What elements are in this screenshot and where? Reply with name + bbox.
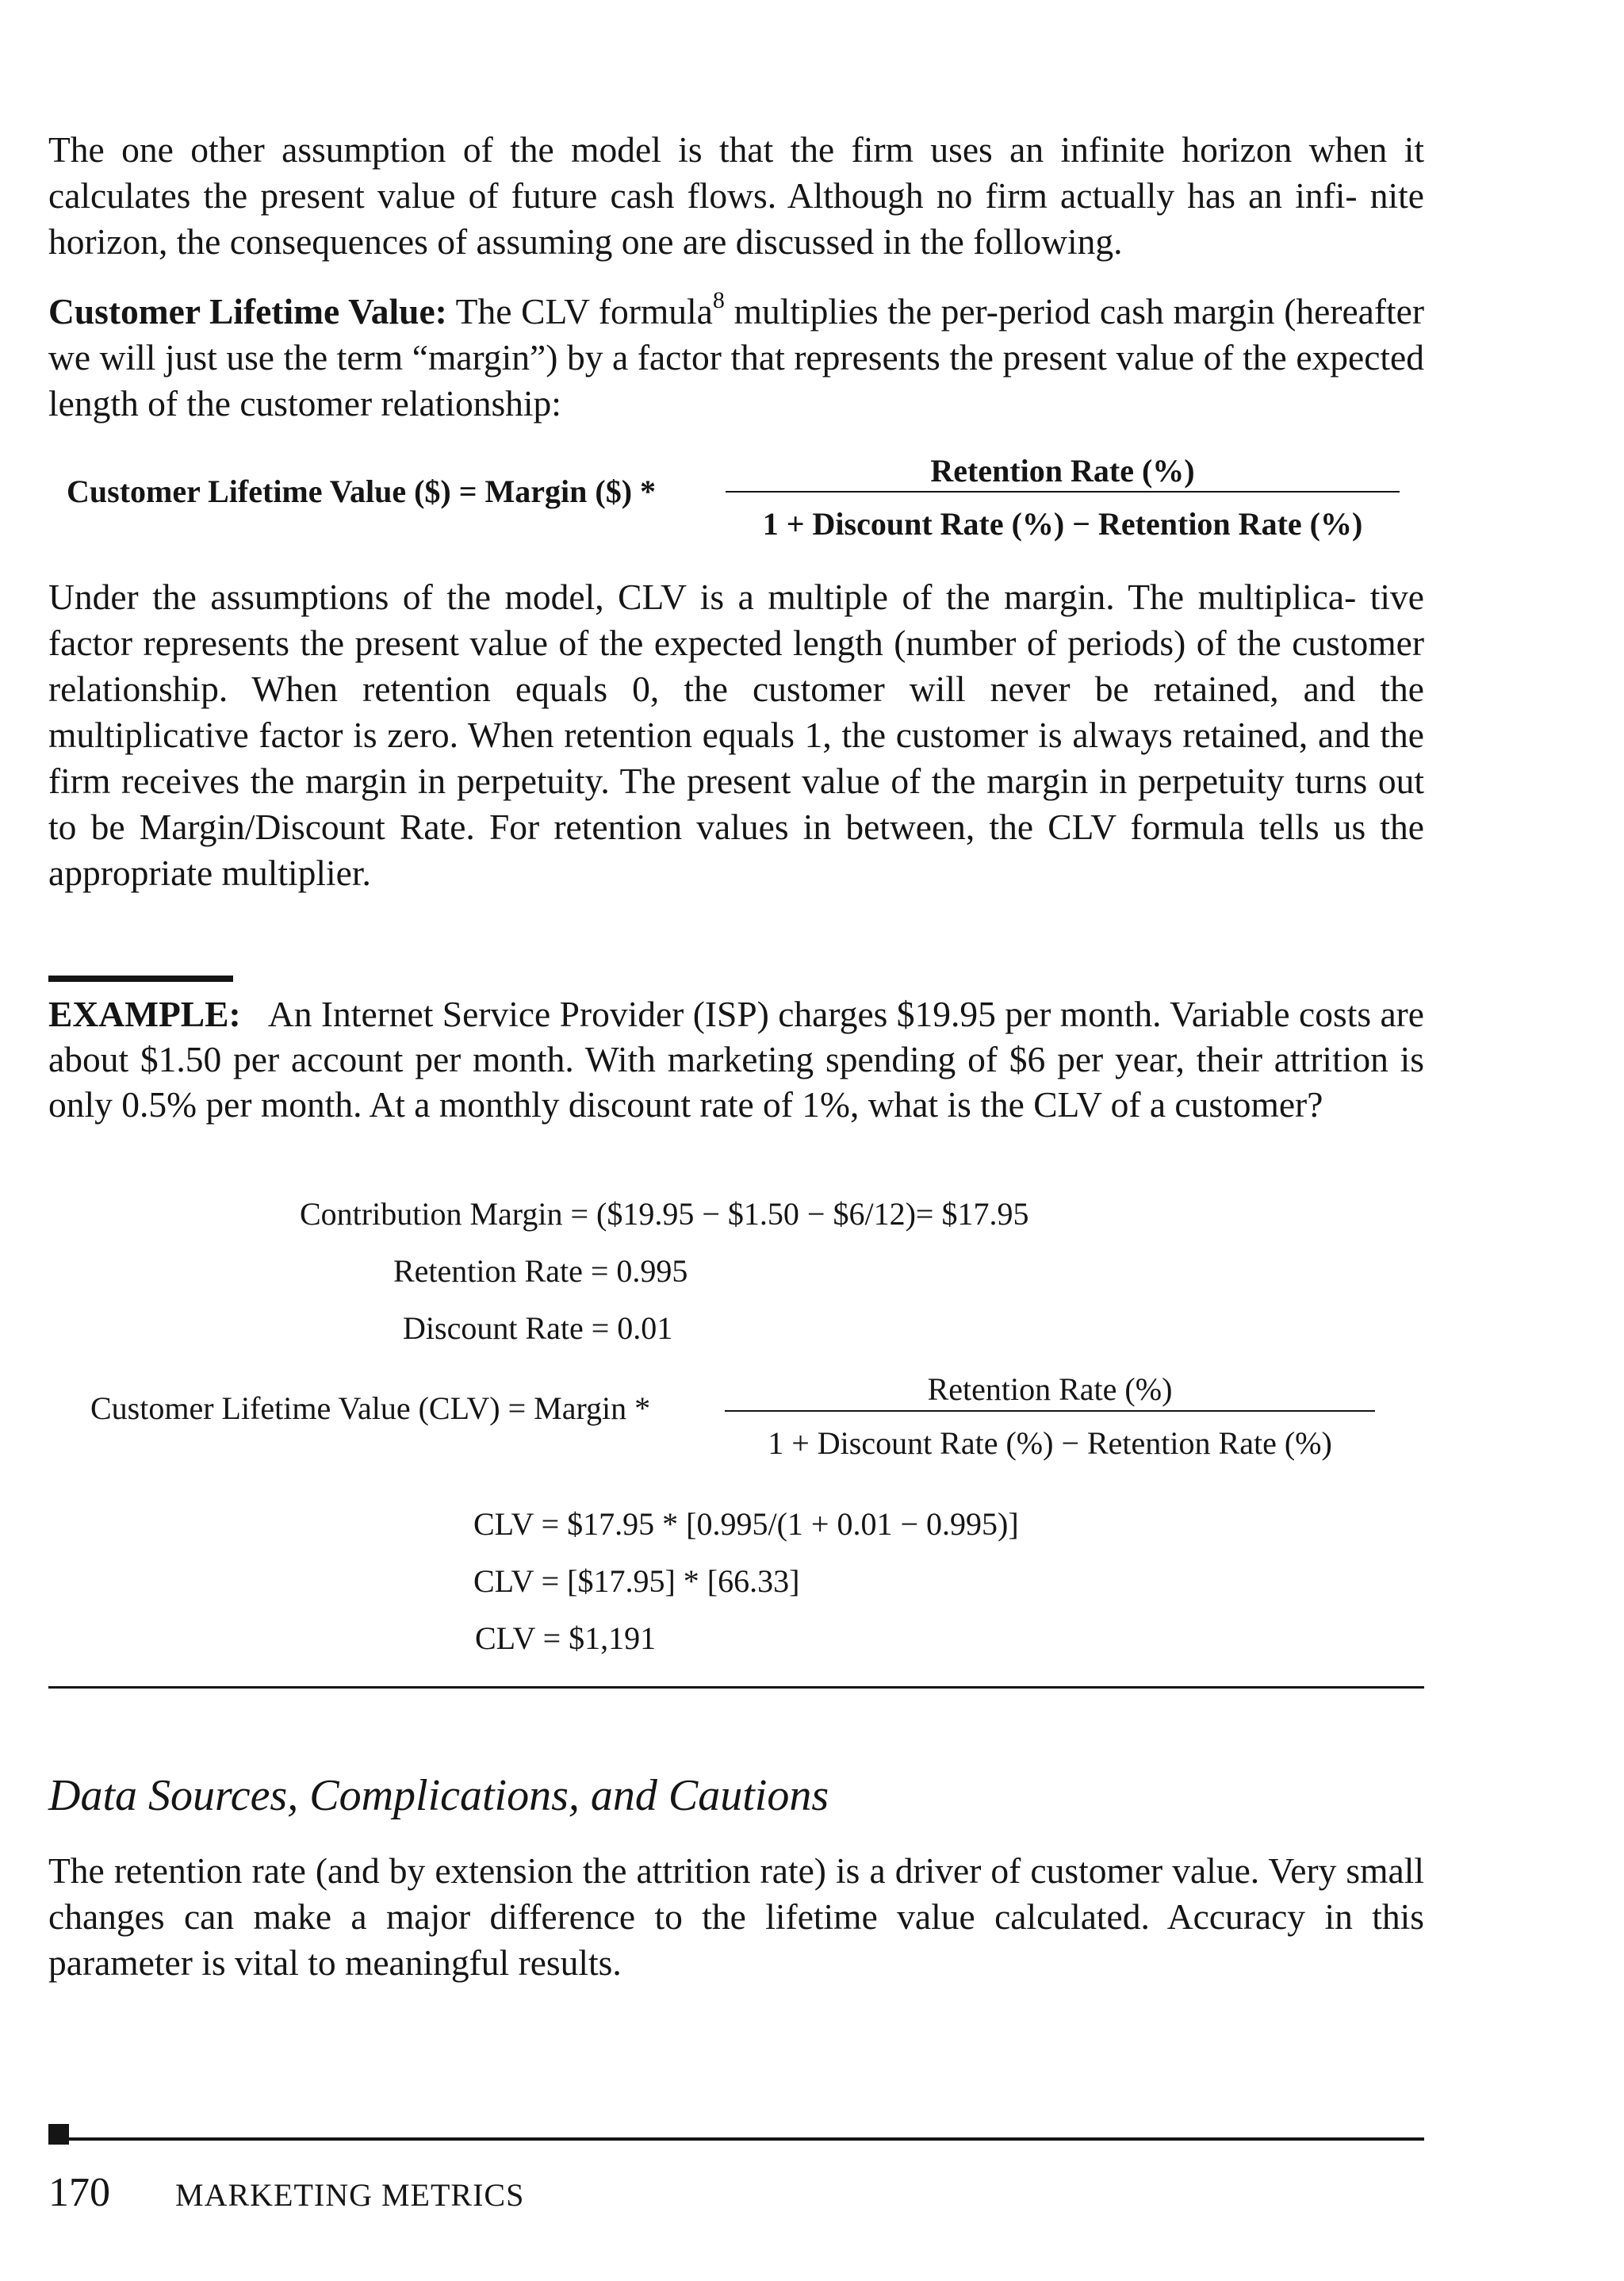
- clv-text-part-b: multiplies the per-period cash margin (hereafter we will just use the term “margin”) by a factor that represents the present value of the expected length of the customer relationship:: [48, 291, 1424, 424]
- paragraph-clv-definition: [48, 286, 1424, 427]
- paragraph-clv-explanation: Under the assumptions of the model, CLV is a multiple of the margin. The multiplica- tive factor represents the present value of the expected length (number of periods) of the customer relationship. When retention equals 0, the customer will never be retained, and the multiplicative factor is zero. When retention equals 1, the customer is always retained, and the firm receives the margin in perpetuity. The present value of the margin in perpetuity turns out to be Margin/Discount Rate. For retention values in between, the CLV formula tells us the appropriate multiplier.: [48, 577, 1424, 893]
- example-label: EXAMPLE:: [48, 994, 241, 1034]
- example-top-rule: [48, 976, 233, 982]
- example-paragraph: [48, 991, 1424, 1127]
- footer-rule: [48, 2137, 1424, 2141]
- fraction-bar: [726, 491, 1400, 493]
- example-bottom-rule: [48, 1686, 1424, 1689]
- running-title: MARKETING METRICS: [175, 2177, 525, 2213]
- formula-numerator: Retention Rate (%): [930, 453, 1195, 489]
- formula-lhs: Customer Lifetime Value ($) = Margin ($) *: [67, 473, 657, 509]
- example-text: An Internet Service Provider (ISP) charges $19.95 per month. Variable costs are about $1.50 per account per month. With marketing spending of $6 per year, their attrition is only 0.5% per month. At a monthly discount rate of 1%, what is the CLV of a customer?: [48, 994, 1424, 1125]
- paragraph-infinite-horizon: The one other assumption of the model is that the firm uses an infinite horizon when it calculates the present value of future cash flows. Although no firm actually has an infi- nite horizon, the consequences of assuming one are discussed in the following.: [48, 129, 1424, 262]
- section-heading: Data Sources, Complications, and Cautions: [48, 1771, 829, 1820]
- discount-rate-line: Discount Rate = 0.01: [403, 1310, 673, 1346]
- contribution-margin-line: Contribution Margin = ($19.95 − $1.50 − $6/12)= $17.95: [300, 1196, 1029, 1232]
- footer-square-marker: [48, 2124, 69, 2145]
- retention-rate-line: Retention Rate = 0.995: [393, 1253, 688, 1289]
- clv-calc-step-2: CLV = [$17.95] * [66.33]: [473, 1563, 800, 1599]
- clv-text-part-a: The CLV formula: [446, 291, 713, 332]
- example-formula-lhs: Customer Lifetime Value (CLV) = Margin *: [90, 1390, 651, 1426]
- clv-calc-step-3: CLV = $1,191: [475, 1620, 657, 1656]
- formula-denominator: 1 + Discount Rate (%) − Retention Rate (%): [762, 506, 1363, 542]
- clv-term-label: Customer Lifetime Value:: [48, 291, 447, 332]
- section-paragraph: The retention rate (and by extension the attrition rate) is a driver of customer value. Very small changes can make a major difference to the lifetime value calculated. Accuracy in this parameter is vital to meaningful results.: [48, 1850, 1424, 1983]
- page-number: 170: [48, 2170, 110, 2215]
- footnote-marker: 8: [712, 286, 725, 313]
- clv-calc-step-1: CLV = $17.95 * [0.995/(1 + 0.01 − 0.995)]: [473, 1506, 1019, 1542]
- example-formula-numerator: Retention Rate (%): [927, 1371, 1173, 1407]
- example-formula-denominator: 1 + Discount Rate (%) − Retention Rate (%): [768, 1425, 1332, 1461]
- example-fraction-bar: [725, 1410, 1375, 1412]
